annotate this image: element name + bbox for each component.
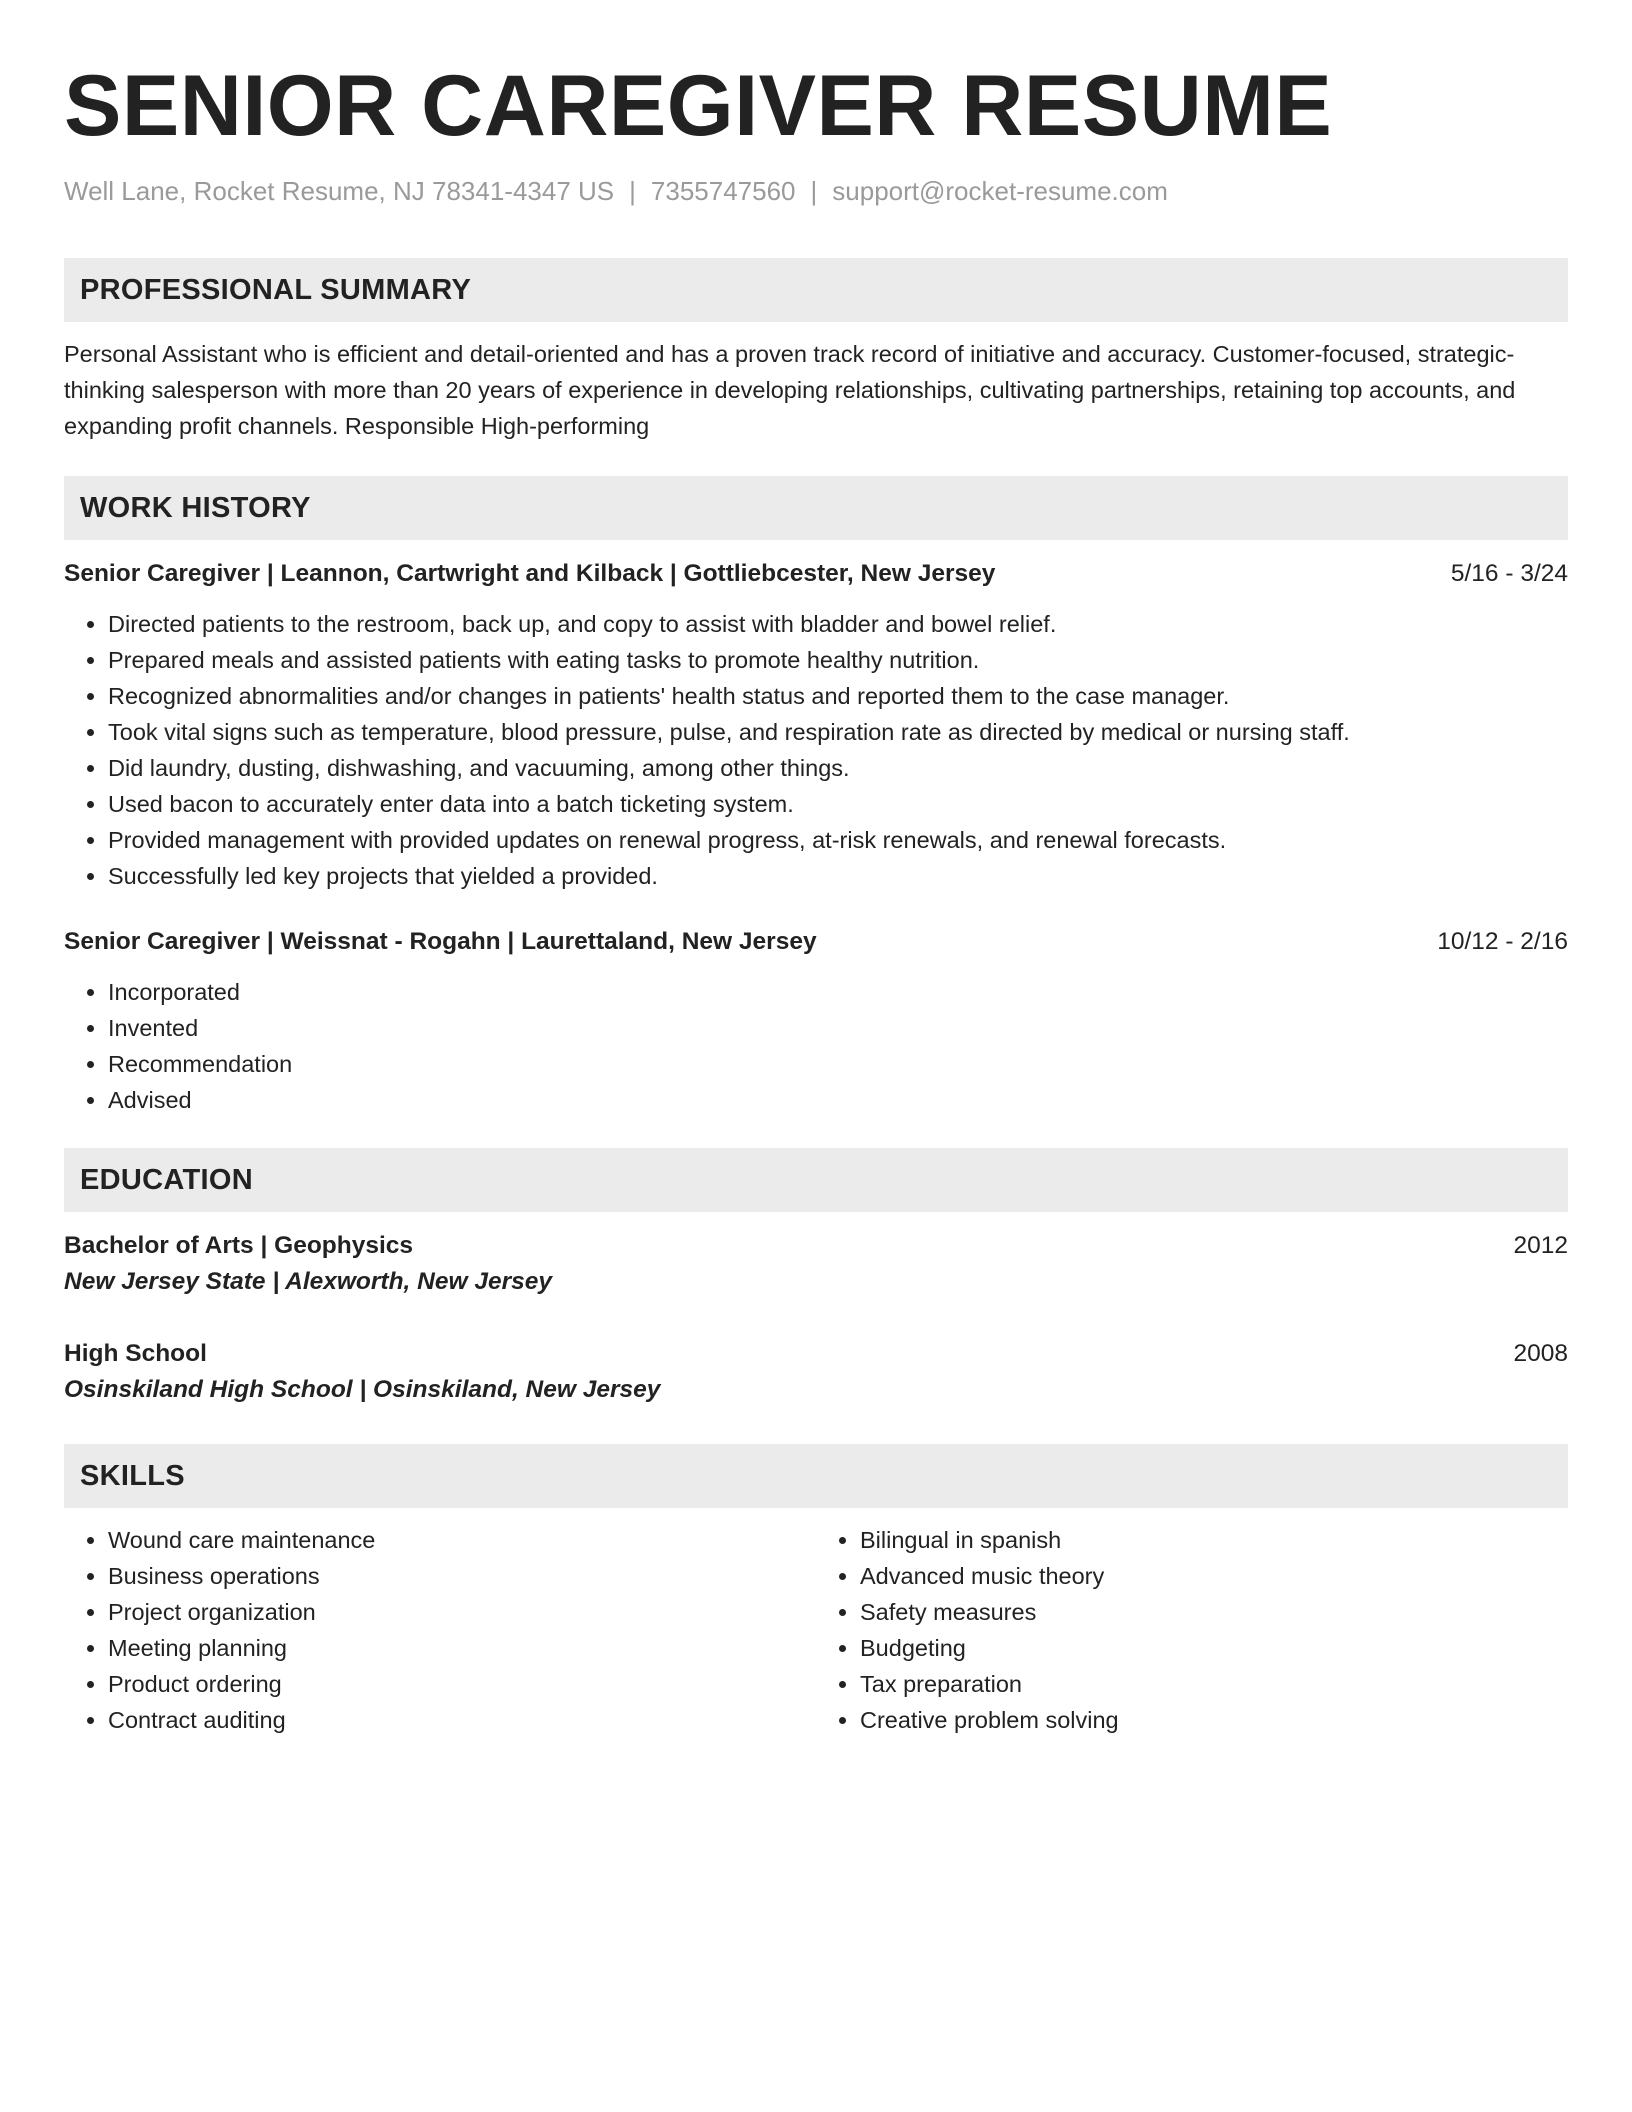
section-header-skills: SKILLS: [64, 1444, 1568, 1508]
contact-address: Well Lane, Rocket Resume, NJ 78341-4347 US: [64, 176, 615, 206]
education-entry: [64, 1336, 1568, 1408]
skill-item: • Wound care maintenance: [108, 1522, 816, 1558]
job-header: [64, 556, 1568, 592]
section-header-summary: PROFESSIONAL SUMMARY: [64, 258, 1568, 322]
education-school: Osinskiland High School | Osinskiland, New Jersey: [64, 1376, 661, 1403]
education-header: [64, 1228, 1568, 1264]
job-duty: • Provided management with provided updates on renewal progress, at-risk renewals, and renewal forecasts.: [108, 822, 1568, 858]
skill-item: • Creative problem solving: [860, 1702, 1568, 1738]
job-dates: 5/16 - 3/24: [1450, 560, 1568, 587]
contact-email: support@rocket-resume.com: [832, 176, 1168, 206]
skill-item: • Contract auditing: [108, 1702, 816, 1738]
job-duty: • Recognized abnormalities and/or changes in patients' health status and reported them to the case manager.: [108, 678, 1568, 714]
skill-item: • Tax preparation: [860, 1666, 1568, 1702]
skill-item: • Product ordering: [108, 1666, 816, 1702]
job-duty: • Incorporated: [108, 974, 1568, 1010]
job-entry: [64, 924, 1568, 1118]
job-header: [64, 924, 1568, 960]
skill-item: • Budgeting: [860, 1630, 1568, 1666]
skill-item: • Project organization: [108, 1594, 816, 1630]
job-duty: • Used bacon to accurately enter data into a batch ticketing system.: [108, 786, 1568, 822]
job-duty: • Prepared meals and assisted patients with eating tasks to promote healthy nutrition.: [108, 642, 1568, 678]
job-duty: • Recommendation: [108, 1046, 1568, 1082]
contact-separator: |: [629, 176, 636, 206]
job-duty: • Advised: [108, 1082, 1568, 1118]
section-header-education: EDUCATION: [64, 1148, 1568, 1212]
skill-item: • Meeting planning: [108, 1630, 816, 1666]
skills-columns: [64, 1522, 1568, 1738]
job-duty: • Invented: [108, 1010, 1568, 1046]
contact-separator: |: [810, 176, 818, 206]
skill-item: • Safety measures: [860, 1594, 1568, 1630]
skills-list-left: [64, 1522, 816, 1738]
job-title: Senior Caregiver | Weissnat - Rogahn | Laurettaland, New Jersey: [64, 928, 817, 955]
education-header: [64, 1336, 1568, 1372]
summary-text: Personal Assistant who is efficient and detail-oriented and has a proven track record of initiative and accuracy. Customer-focused, strategic-thinking salesperson with more than 20 years of experience in developing relationships, cultivating partnerships, retaining top accounts, and expanding profit channels. Responsible High-performing: [64, 341, 1516, 439]
job-duty: • Did laundry, dusting, dishwashing, and vacuuming, among other things.: [108, 750, 1568, 786]
job-dates: 10/12 - 2/16: [1437, 928, 1568, 955]
education-year: 2012: [1513, 1232, 1568, 1259]
resume-title: SENIOR CAREGIVER RESUME: [64, 58, 1333, 154]
education-degree: High School: [64, 1340, 207, 1367]
job-title: Senior Caregiver | Leannon, Cartwright and Kilback | Gottliebcester, New Jersey: [64, 560, 996, 587]
job-duty: • Successfully led key projects that yielded a provided.: [108, 858, 1568, 894]
education-year: 2008: [1513, 1340, 1568, 1367]
job-entry: [64, 556, 1568, 894]
contact-phone: 7355747560: [650, 176, 796, 206]
contact-line: [64, 174, 1568, 208]
education-degree: Bachelor of Arts | Geophysics: [64, 1232, 414, 1259]
education-entry: [64, 1228, 1568, 1300]
skill-item: • Advanced music theory: [860, 1558, 1568, 1594]
education-school: New Jersey State | Alexworth, New Jersey: [64, 1268, 553, 1295]
job-duties-list: [64, 606, 1568, 894]
job-duties-list: [64, 974, 1568, 1118]
section-header-work-history: WORK HISTORY: [64, 476, 1568, 540]
skills-list-right: [816, 1522, 1568, 1738]
job-duty: • Took vital signs such as temperature, blood pressure, pulse, and respiration rate as directed by medical or nursing staff.: [108, 714, 1568, 750]
skill-item: • Business operations: [108, 1558, 816, 1594]
job-duty: • Directed patients to the restroom, back up, and copy to assist with bladder and bowel relief.: [108, 606, 1568, 642]
skill-item: • Bilingual in spanish: [860, 1522, 1568, 1558]
